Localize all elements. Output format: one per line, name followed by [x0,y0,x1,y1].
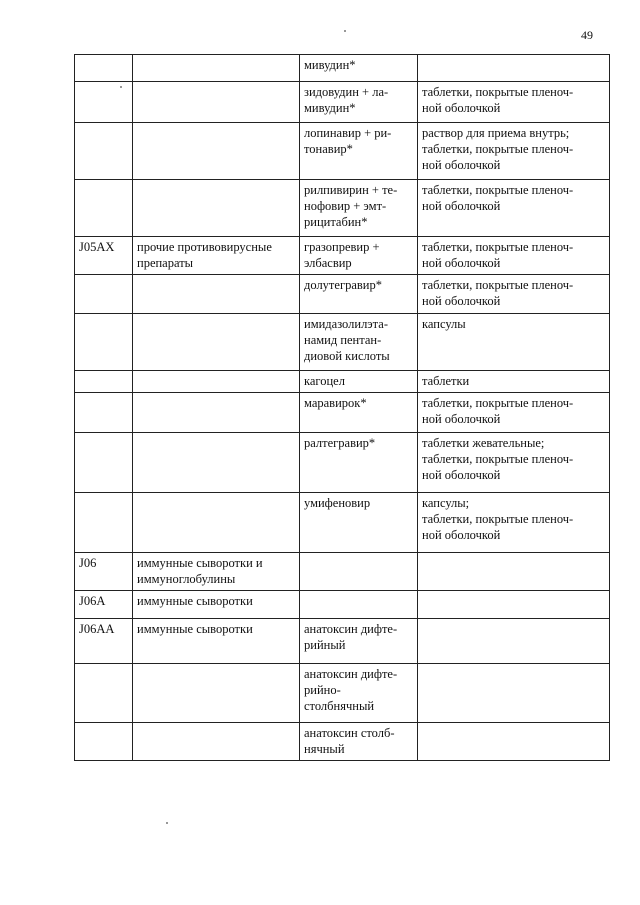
group-name-cell [133,591,300,619]
dosage-form-cell [418,723,610,761]
group-name-cell [133,123,300,180]
scan-speck [166,822,168,824]
cell-text-line: таблетки жевательные; [422,436,545,450]
cell-text-line: раствор для приема внутрь; [422,126,570,140]
cell-text-line: анатоксин дифте- [304,622,398,636]
group-name-cell [133,275,300,314]
cell-text-line: зидовудин + ла- [304,85,389,99]
group-name-cell [133,493,300,553]
dosage-form-cell [418,123,610,180]
drug-name-cell [300,180,418,237]
dosage-form-cell [418,180,610,237]
drug-name-cell [300,393,418,433]
cell-text-line: таблетки, покрытые пленоч- [422,85,574,99]
cell-text-line: анатоксин столб- [304,726,395,740]
group-name-cell [133,393,300,433]
cell-text-line: прочие противовирусные [137,240,272,254]
group-name-cell [133,619,300,664]
group-name-cell [133,180,300,237]
atc-code-cell [75,493,133,553]
cell-text-line: иммуноглобулины [137,572,236,586]
table-row [75,55,610,82]
group-name-cell [133,433,300,493]
cell-text-line: столбнячный [304,699,375,713]
dosage-form-cell [418,433,610,493]
cell-text-line: иммунные сыворотки [137,622,253,636]
cell-text-line: ной оболочкой [422,528,501,542]
table-row [75,723,610,761]
cell-text-line: иммунные сыворотки [137,594,253,608]
dosage-form-cell [418,553,610,591]
drug-name-cell [300,591,418,619]
drug-name-cell [300,493,418,553]
cell-text-line: тонавир* [304,142,353,156]
group-name-cell [133,314,300,371]
cell-text-line: ной оболочкой [422,158,501,172]
cell-text-line: гразопревир + [304,240,380,254]
cell-text-line: таблетки, покрытые пленоч- [422,240,574,254]
group-name-cell [133,553,300,591]
drug-name-cell [300,723,418,761]
cell-text-line: мивудин* [304,101,356,115]
atc-code-cell [75,237,133,275]
atc-code-cell [75,553,133,591]
table-body [75,55,610,761]
group-name-cell [133,237,300,275]
table-row [75,591,610,619]
table-row [75,123,610,180]
drug-name-cell [300,237,418,275]
cell-text-line: ной оболочкой [422,199,501,213]
cell-text-line: мивудин* [304,58,356,72]
cell-text-line: нячный [304,742,345,756]
atc-code-cell [75,275,133,314]
dosage-form-cell [418,591,610,619]
cell-text-line: анатоксин дифте- [304,667,398,681]
drug-name-cell [300,55,418,82]
dosage-form-cell [418,619,610,664]
dosage-form-cell [418,393,610,433]
atc-code-cell [75,180,133,237]
group-name-cell [133,371,300,393]
drug-name-cell [300,433,418,493]
dosage-form-cell [418,55,610,82]
atc-code-cell [75,371,133,393]
cell-text-line: J06 [79,556,97,570]
dosage-form-cell [418,237,610,275]
group-name-cell [133,82,300,123]
cell-text-line: ной оболочкой [422,468,501,482]
cell-text-line: J06AA [79,622,115,636]
cell-text-line: рицитабин* [304,215,368,229]
page-number: 49 [581,28,593,42]
dosage-form-cell [418,275,610,314]
dosage-form-cell [418,664,610,723]
cell-text-line: таблетки, покрытые пленоч- [422,278,574,292]
cell-text-line: капсулы [422,317,466,331]
cell-text-line: рилпивирин + те- [304,183,398,197]
dosage-form-cell [418,82,610,123]
cell-text-line: J06A [79,594,106,608]
cell-text-line: J05AX [79,240,115,254]
table-row [75,393,610,433]
atc-code-cell [75,619,133,664]
atc-code-cell [75,393,133,433]
cell-text-line: имидазолилэта- [304,317,389,331]
cell-text-line: диовой кислоты [304,349,390,363]
cell-text-line: таблетки, покрытые пленоч- [422,452,574,466]
cell-text-line: ной оболочкой [422,256,501,270]
table-row [75,664,610,723]
table-row [75,553,610,591]
atc-code-cell [75,664,133,723]
drug-name-cell [300,553,418,591]
dosage-form-cell [418,371,610,393]
cell-text-line: нофовир + эмт- [304,199,387,213]
cell-text-line: маравирок* [304,396,367,410]
cell-text-line: долутегравир* [304,278,382,292]
atc-code-cell [75,314,133,371]
scan-speck [344,30,346,32]
drug-name-cell [300,275,418,314]
cell-text-line: кагоцел [304,374,345,388]
table-row [75,493,610,553]
table-row [75,433,610,493]
drug-name-cell [300,123,418,180]
cell-text-line: лопинавир + ри- [304,126,392,140]
drug-name-cell [300,371,418,393]
table-row [75,314,610,371]
group-name-cell [133,723,300,761]
cell-text-line: умифеновир [304,496,371,510]
cell-text-line: таблетки, покрытые пленоч- [422,183,574,197]
cell-text-line: ралтегравир* [304,436,376,450]
atc-code-cell [75,82,133,123]
drug-name-cell [300,664,418,723]
drug-name-cell [300,314,418,371]
drug-name-cell [300,82,418,123]
dosage-form-cell [418,493,610,553]
table-row [75,180,610,237]
cell-text-line: таблетки, покрытые пленоч- [422,512,574,526]
cell-text-line: ной оболочкой [422,101,501,115]
table-row [75,275,610,314]
atc-code-cell [75,723,133,761]
cell-text-line: иммунные сыворотки и [137,556,263,570]
atc-code-cell [75,123,133,180]
table-row [75,619,610,664]
drug-table [74,54,610,761]
atc-code-cell [75,433,133,493]
cell-text-line: препараты [137,256,194,270]
cell-text-line: таблетки, покрытые пленоч- [422,396,574,410]
atc-code-cell [75,55,133,82]
group-name-cell [133,55,300,82]
cell-text-line: рийный [304,638,346,652]
table-row [75,237,610,275]
table-row [75,82,610,123]
cell-text-line: рийно- [304,683,341,697]
cell-text-line: ной оболочкой [422,412,501,426]
cell-text-line: ной оболочкой [422,294,501,308]
cell-text-line: капсулы; [422,496,470,510]
cell-text-line: таблетки [422,374,470,388]
table-row [75,371,610,393]
cell-text-line: элбасвир [304,256,352,270]
group-name-cell [133,664,300,723]
cell-text-line: намид пентан- [304,333,382,347]
atc-code-cell [75,591,133,619]
dosage-form-cell [418,314,610,371]
cell-text-line: таблетки, покрытые пленоч- [422,142,574,156]
drug-name-cell [300,619,418,664]
